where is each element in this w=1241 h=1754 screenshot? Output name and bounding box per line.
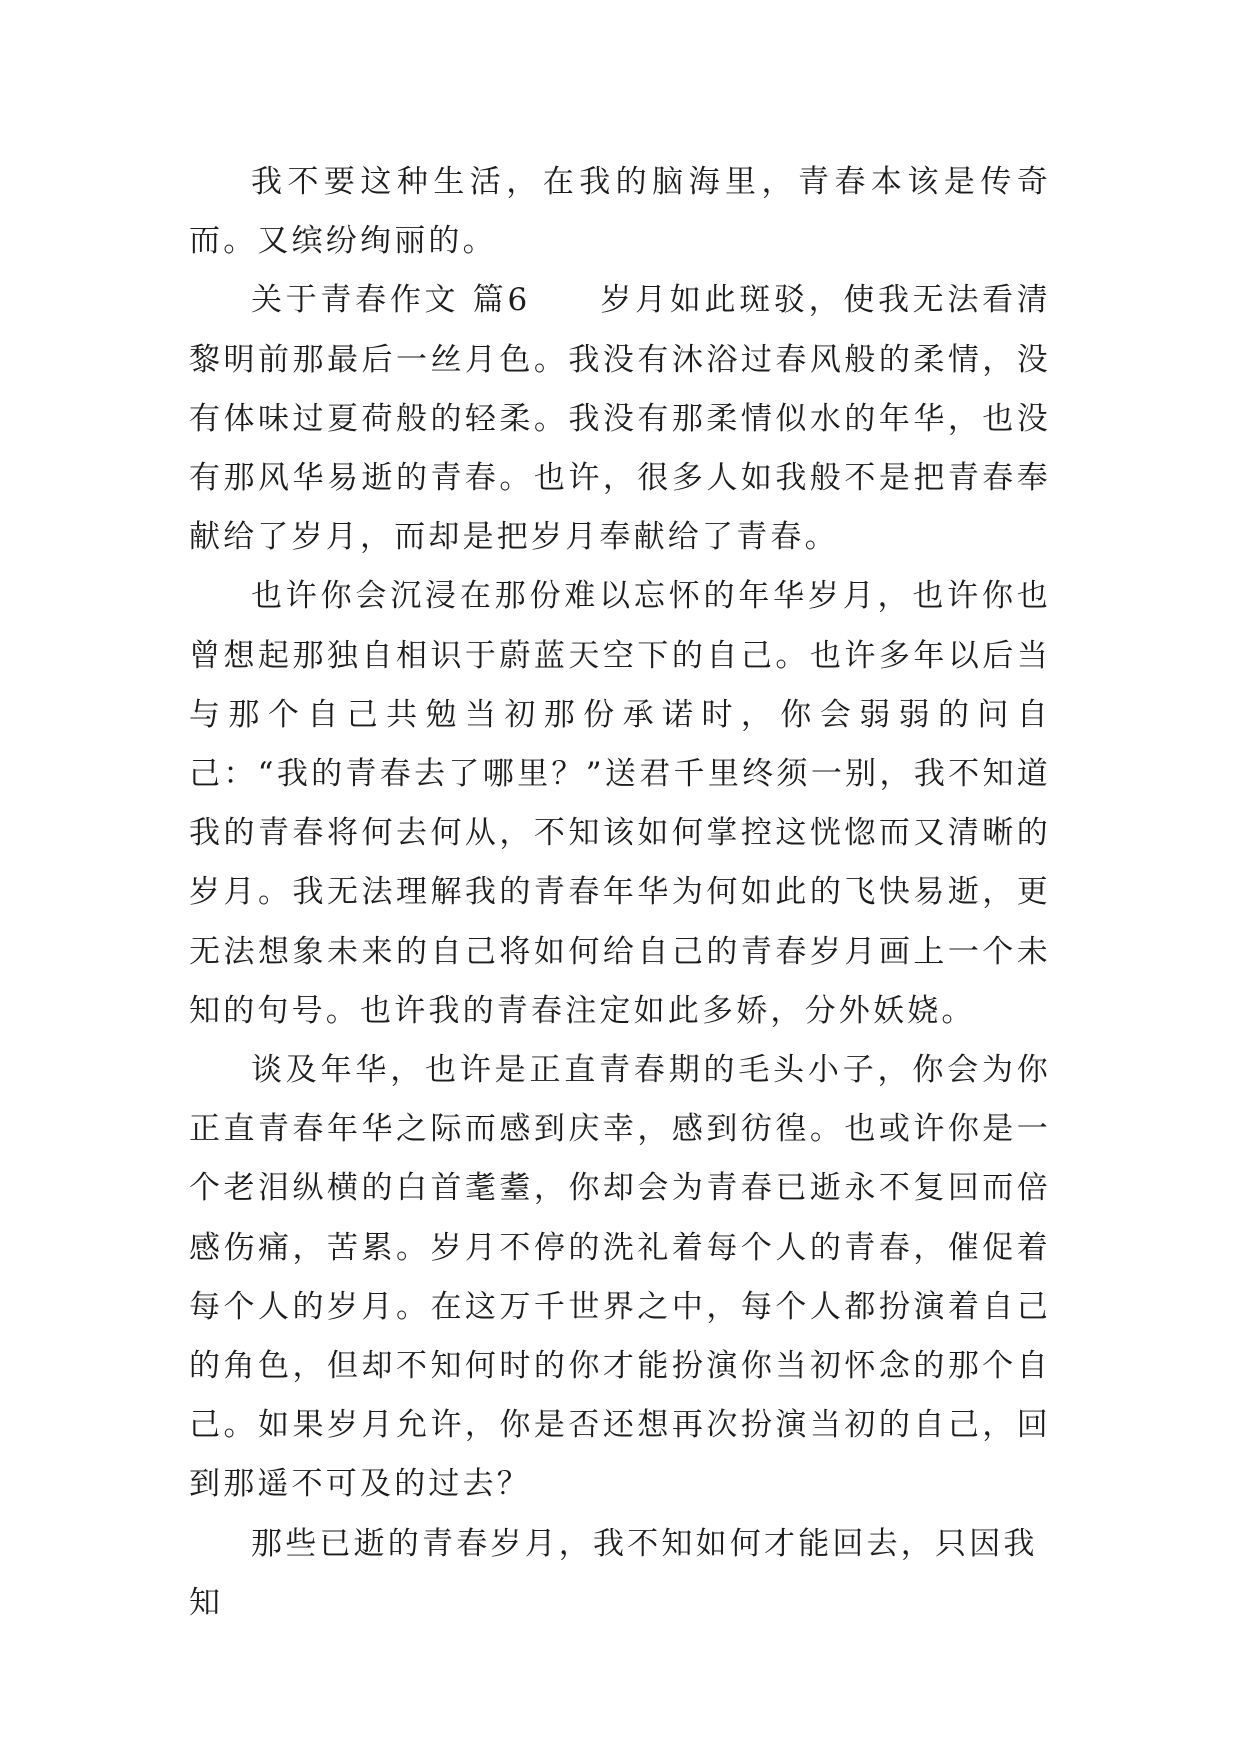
paragraph-5: 那些已逝的青春岁月，我不知如何才能回去，只因我知 <box>189 1525 1038 1621</box>
paragraph-3: 也许你会沉浸在那份难以忘怀的年华岁月，也许你也曾想起那独自相识于蔚蓝天空下的自己。也许多年以后当与那个自己共勉当初那份承诺时，你会弱弱的问自己：“我的青春去了哪里？”送君千里终须一别，我不知道我的青春将何去何从，不知该如何掌控这恍惚而又清晰的岁月。我无法理解我的青春年华为何如此的飞快易逝，更无法想象未来的自己将如何给自己的青春岁月画上一个未知的句号。也许我的青春注定如此多娇，分外妖娆。 <box>189 578 1051 1029</box>
body-text <box>189 153 1051 1633</box>
paragraph-4: 谈及年华，也许是正直青春期的毛头小子，你会为你正直青春年华之际而感到庆幸，感到彷徨。也或许你是一个老泪纵横的白首耄耋，你却会为青春已逝永不复回而倍感伤痛，苦累。岁月不停的洗礼着每个人的青春，催促着每个人的岁月。在这万千世界之中，每个人都扮演着自己的角色，但却不知何时的你才能扮演你当初怀念的那个自己。如果岁月允许，你是否还想再次扮演当初的自己，回到那遥不可及的过去？ <box>189 1052 1051 1503</box>
paragraph-2: 关于青春作文 篇6 岁月如此斑驳，使我无法看清黎明前那最后一丝月色。我没有沐浴过春风般的柔情，没有体味过夏荷般的轻柔。我没有那柔情似水的年华，也没有那风华易逝的青春。也许，很多人如我般不是把青春奉献给了岁月，而却是把岁月奉献给了青春。 <box>189 282 1051 556</box>
paragraph-1: 我不要这种生活，在我的脑海里，青春本该是传奇而。又缤纷绚丽的。 <box>189 164 1051 260</box>
